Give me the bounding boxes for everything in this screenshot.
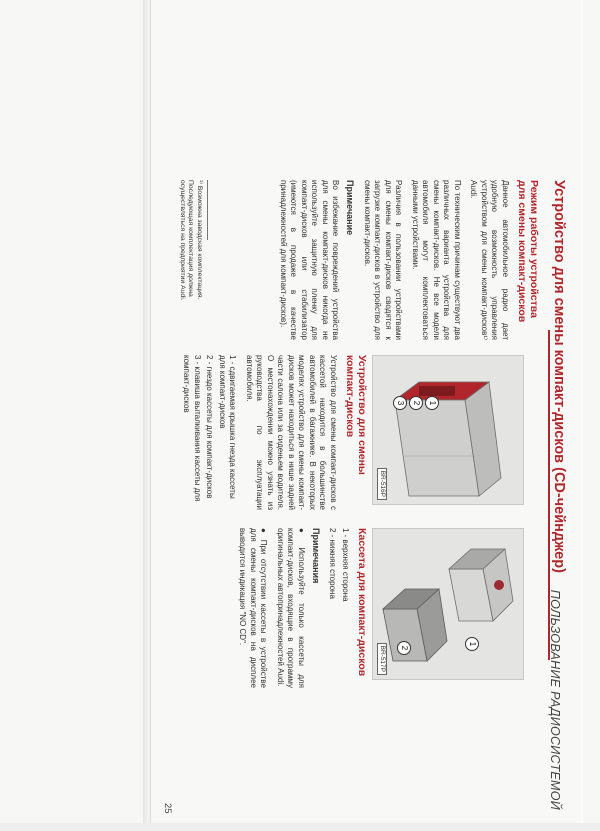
- footnote-rule: [207, 180, 208, 240]
- page-title: Устройство для смены компакт-дисков (CD-чейнджер): [551, 180, 567, 573]
- heading-cd-cassette: Кассета для компакт-дисков: [356, 528, 368, 677]
- page-number: 25: [162, 803, 173, 814]
- column-3: [231, 528, 368, 688]
- figure-cd-changer: [372, 355, 524, 505]
- paragraph: Устройство для смены компакт-дисков с кассетой находится в большинстве автомобилей в багажнике. В некоторых моделях устройство для смены компакт-дисков может находиться в нише задней части салона или за сиденьем водителя. О местонахождении можно узнать из руководства по эксплуатации автомобиля.: [245, 355, 338, 510]
- paragraph: Данное автомобильное радио дает удобную возможность управления устройством для смены компакт-дисков¹⁾ Audi.: [469, 180, 510, 340]
- legend-item-2: 2 - нижняя сторона: [328, 528, 338, 599]
- note-bullet-text: Используйте только кассеты для компакт-дисков, входящие в программу оригинальных автопринадлежностей Audi.: [276, 528, 306, 688]
- cd-cassette-illustration: [373, 529, 523, 679]
- figure-code: BR-517P: [377, 643, 387, 675]
- legend-item-2: 2 - гнездо кассеты для компакт-дисков: [205, 355, 215, 499]
- note-bullet-1: ● Используйте только кассеты для компакт-дисков, входящие в программу оригинальных автопринадлежностей Audi.: [276, 528, 306, 688]
- note-bullet-text: При отсутствии кассеты в устройстве для смены компакт-дисков на дисплее выводится индикация "NO CD".: [238, 528, 269, 688]
- section-title: ПОЛЬЗОВАНИЕ РАДИОСИСТЕМОЙ: [548, 589, 562, 810]
- heading-mode: Режим работы устройства для смены компакт-дисков: [516, 180, 540, 323]
- callout-2: 2: [409, 396, 423, 410]
- notes-heading: Примечания: [311, 528, 321, 584]
- figure-cd-cassette: [372, 528, 524, 680]
- legend-item-1: 1 - сдвигаемая крышка гнезда кассеты для компакт-дисков: [218, 355, 238, 499]
- legend-item-3: 3 - клавиша выталкивания кассеты для компакт-дисков: [182, 355, 202, 502]
- paragraph: Различия в пользовании устройствами для смены компакт-дисков сводятся к загрузке компакт-дисков в устройство для смены компакт-дисков.: [363, 180, 404, 340]
- figure-code: BR-516P: [377, 468, 387, 500]
- cassette-slot: [419, 386, 455, 396]
- cd-changer-illustration: [373, 356, 523, 504]
- footnote: ¹⁾ Возможна заводская комплектация. Последующая комплектация должна осуществляться на предприятии Audi.: [179, 180, 203, 301]
- callout-2: 2: [397, 641, 411, 655]
- note-bullet-2: ● При отсутствии кассеты в устройстве для смены компакт-дисков на дисплее выводится индикация "NO CD".: [238, 528, 269, 688]
- note-heading: Примечание: [345, 180, 356, 236]
- heading-cd-changer: Устройство для смены компакт-дисков: [344, 355, 368, 475]
- column-2: [179, 355, 368, 510]
- rotated-page-content: [150, 0, 580, 830]
- paragraph: По техническим причинам существуют два различных варианта устройства для смены компакт-дисков. Не все модели автомобиля могут комплектоваться данными устройствами.: [411, 180, 462, 340]
- note-text: Во избежание повреждений устройства для смены компакт-дисков никогда не используйте защитную пленку для компакт-дисков или стабилизатор (имеются в продаже в качестве принадлежностей для компакт-дисков).: [279, 180, 341, 340]
- callout-1: 1: [425, 396, 439, 410]
- footnote-block: [178, 180, 209, 340]
- column-1: [272, 180, 541, 340]
- legend-item-1: 1 - верхняя сторона: [341, 528, 350, 602]
- callout-1: 1: [465, 637, 479, 651]
- callout-3: 3: [393, 396, 407, 410]
